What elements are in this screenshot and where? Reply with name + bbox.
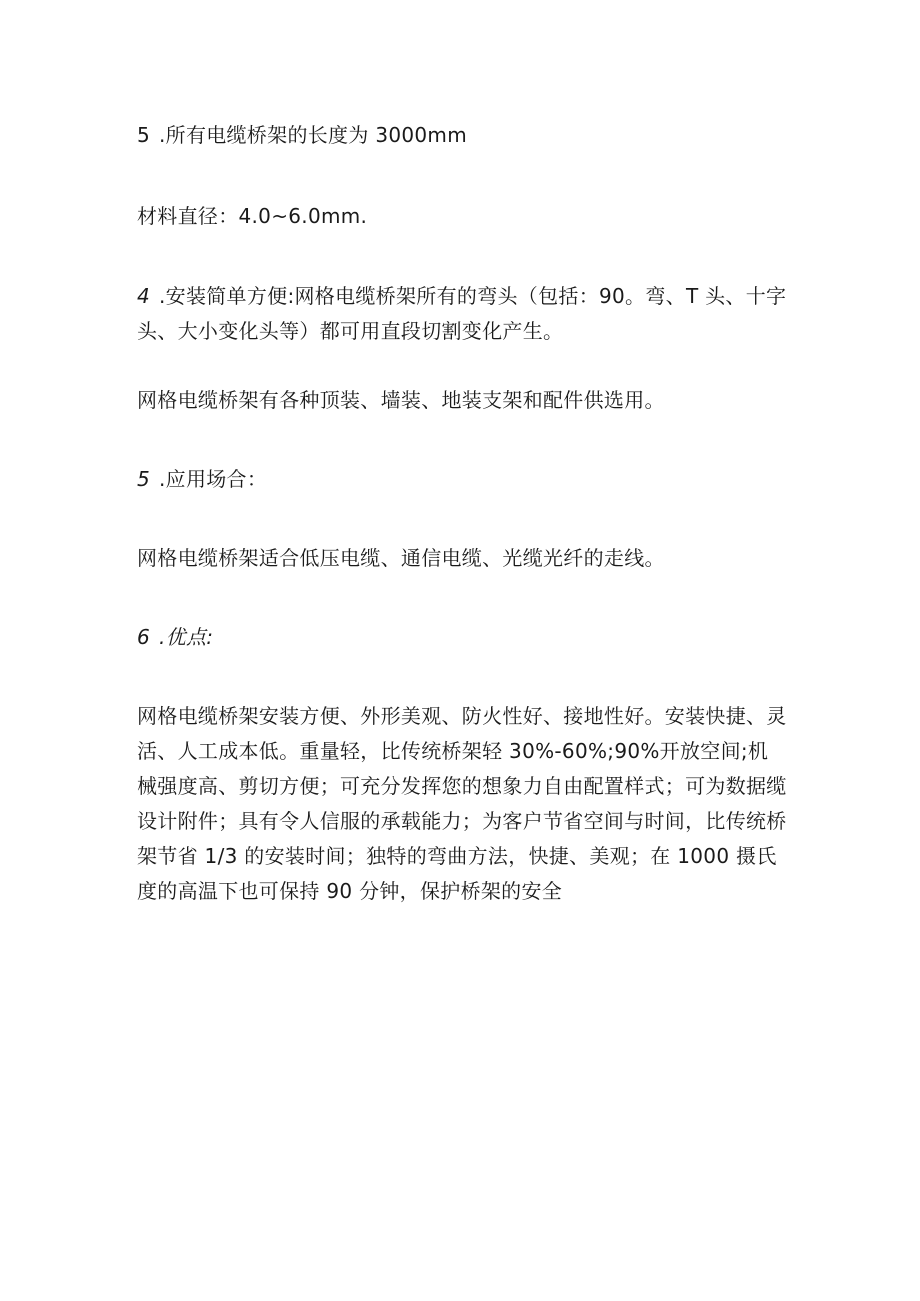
item-number: 4 bbox=[137, 284, 151, 308]
paragraph-text: 网格电缆桥架安装方便、外形美观、防火性好、接地性好。安装快捷、灵活、人工成本低。重量轻，比传统桥架轻 30%-60%;90%开放空间;机械强度高、剪切方便；可充分发挥您的想象力自由配置样式；可为数据缆设计附件；具有令人信服的承载能力；为客户节省空间与时间，比传统桥架节省 1/3 的安装时间；独特的弯曲方法，快捷、美观；在 1000 摄氏度的高温下也可保持 90 分钟，保护桥架的安全 bbox=[137, 704, 787, 903]
advantages-paragraph bbox=[137, 699, 787, 909]
paragraph-text: 材料直径：4.0~6.0mm. bbox=[137, 204, 368, 228]
item-6-advantages bbox=[137, 620, 787, 655]
paragraph-text: .优点: bbox=[159, 625, 214, 649]
material-diameter-paragraph bbox=[137, 199, 787, 234]
applications-paragraph bbox=[137, 541, 787, 576]
brackets-paragraph bbox=[137, 383, 787, 418]
paragraph-text: .所有电缆桥架的长度为 3000mm bbox=[159, 123, 467, 147]
paragraph-text: .应用场合： bbox=[159, 467, 268, 491]
item-5-cable-tray-length bbox=[137, 118, 787, 153]
item-4-installation bbox=[137, 279, 787, 349]
paragraph-text: .安装简单方便:网格电缆桥架所有的弯头（包括：90。弯、T 头、十字头、大小变化头等）都可用直段切割变化产生。 bbox=[137, 284, 787, 343]
item-5-applications bbox=[137, 462, 787, 497]
paragraph-text: 网格电缆桥架有各种顶装、墙装、地装支架和配件供选用。 bbox=[137, 388, 665, 412]
item-number: 5 bbox=[137, 123, 151, 147]
paragraph-text: 网格电缆桥架适合低压电缆、通信电缆、光缆光纤的走线。 bbox=[137, 546, 665, 570]
item-number: 5 bbox=[137, 467, 151, 491]
item-number: 6 bbox=[137, 625, 151, 649]
